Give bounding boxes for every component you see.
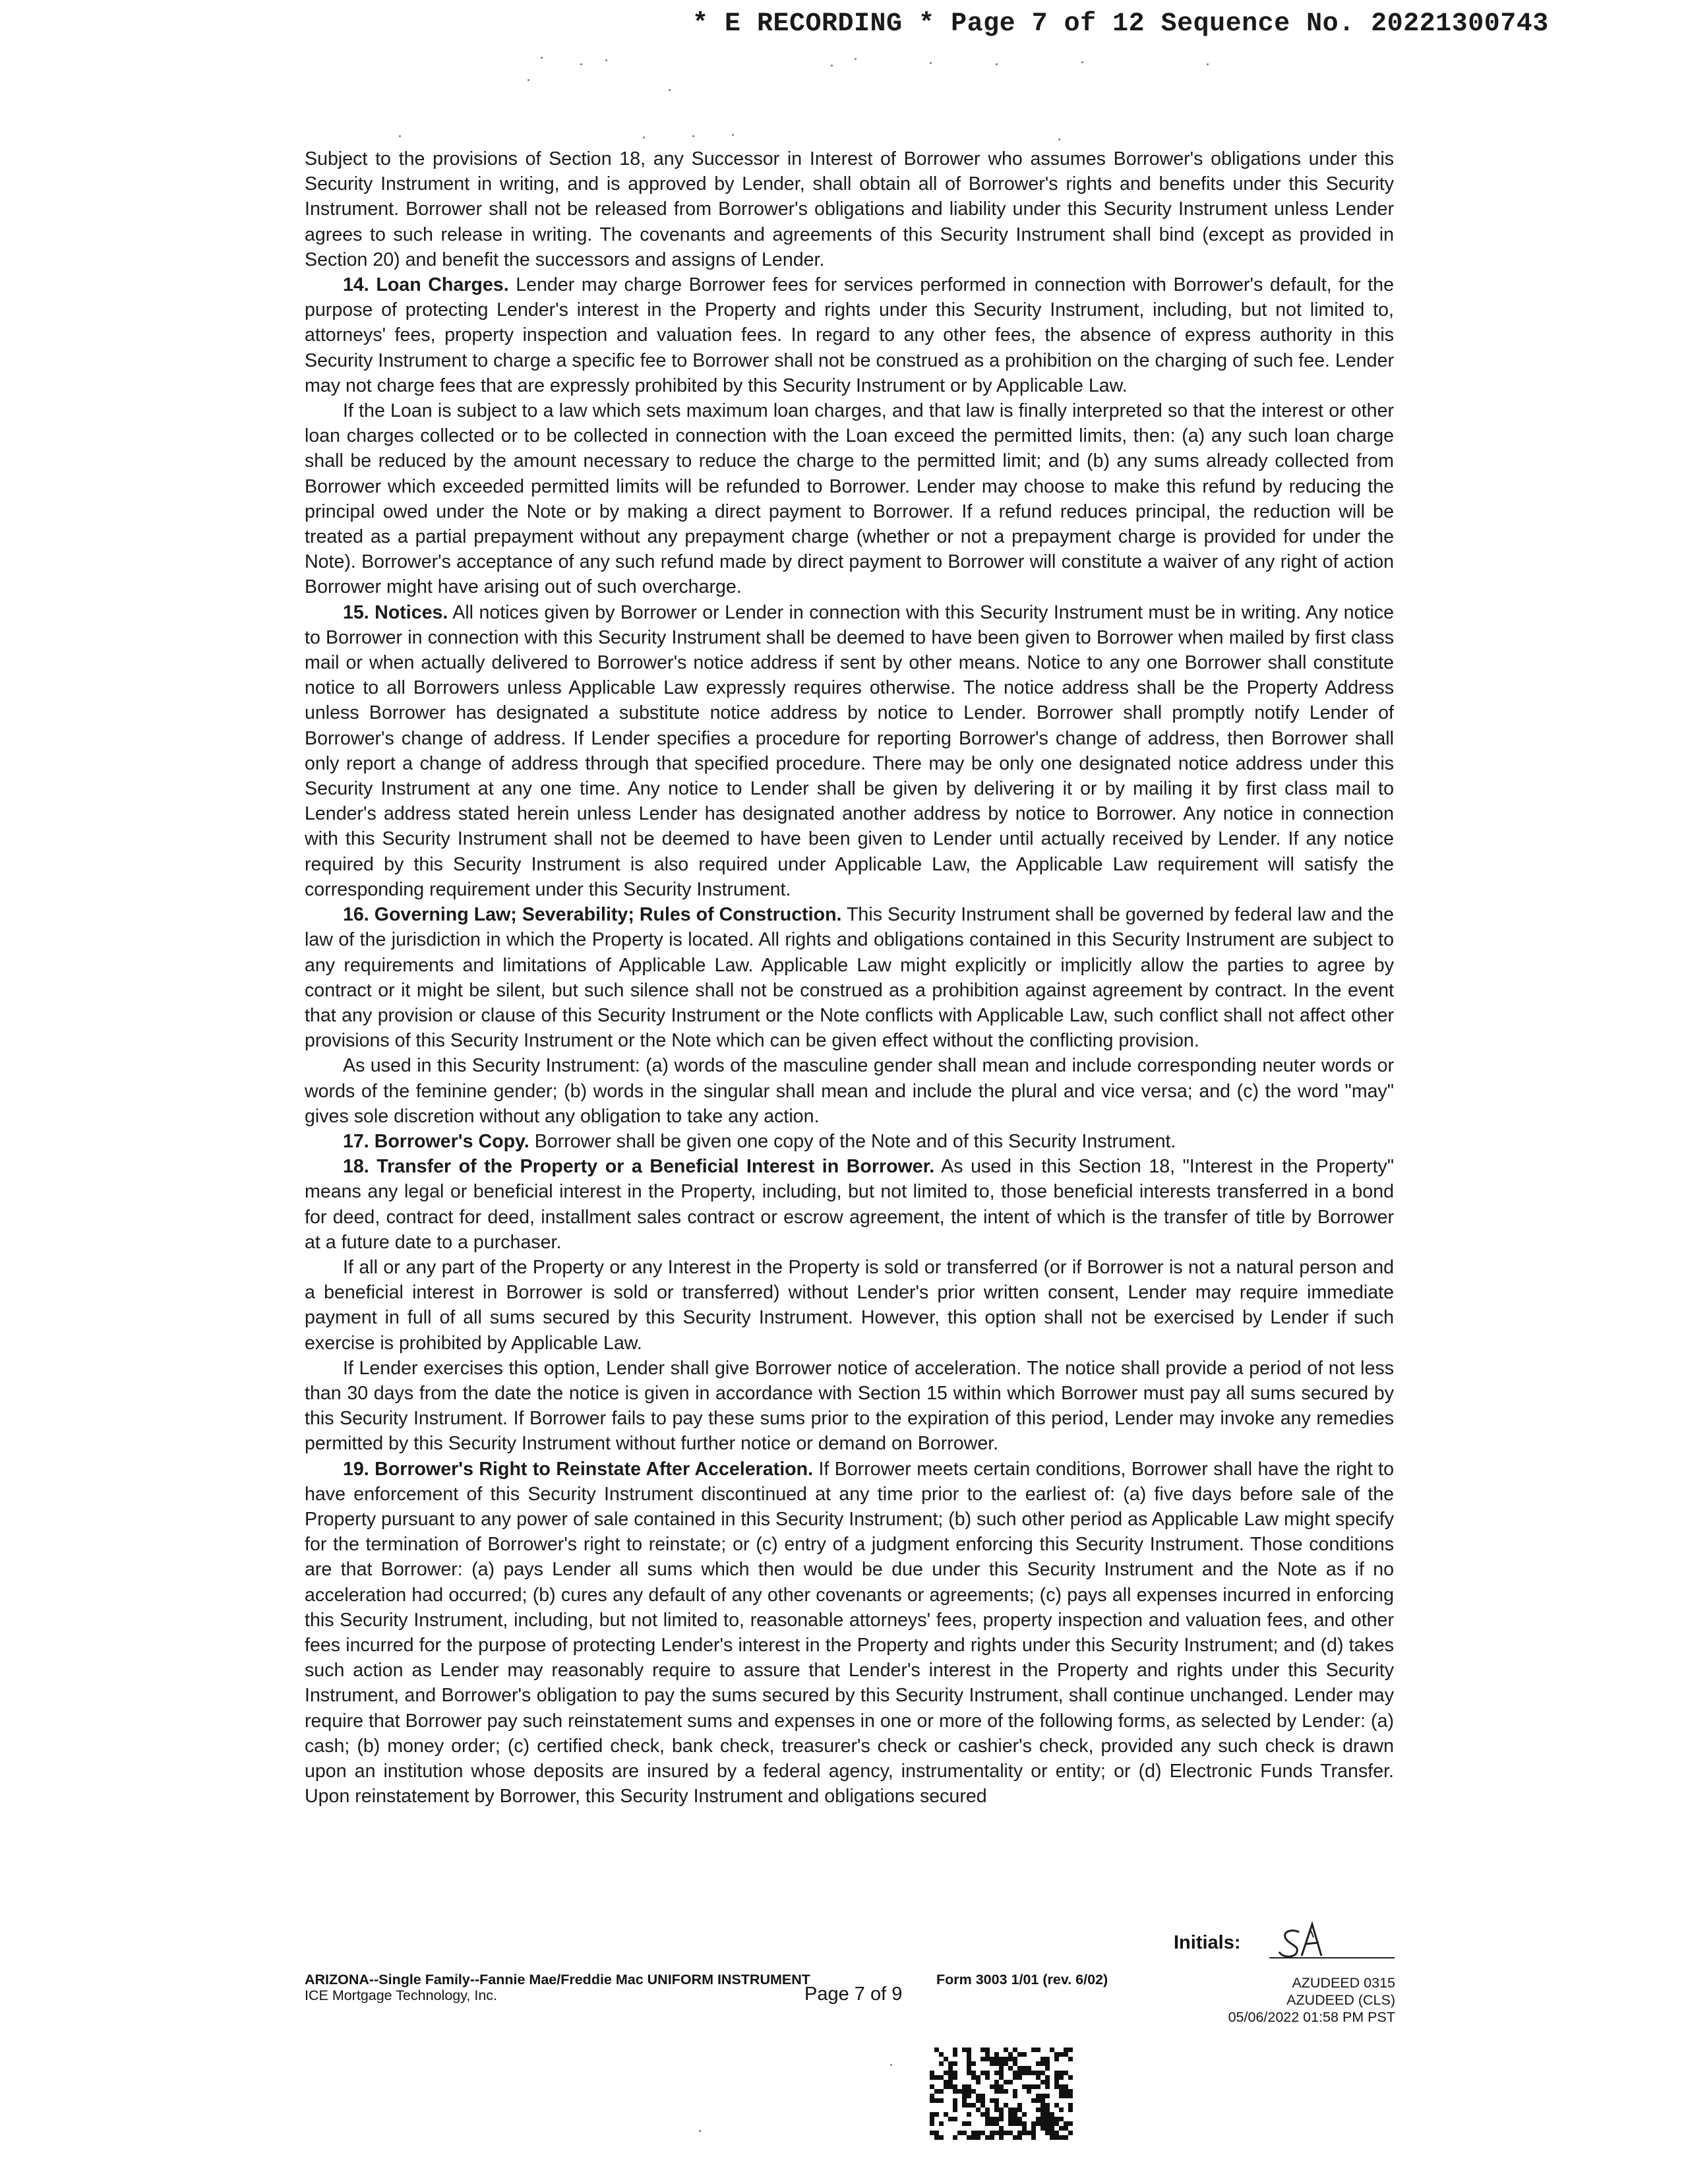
footer-doc-code: AZUDEED 0315 [1292, 1975, 1395, 1991]
paragraph-loan-limits [305, 398, 1394, 600]
footer-doc-codes [1228, 1974, 1395, 2026]
initials-label: Initials: [1174, 1932, 1241, 1953]
footer-form-number: Form 3003 1/01 (rev. 6/02) [936, 1972, 1108, 1987]
section-heading: 14. Loan Charges. [343, 274, 509, 296]
paragraph-17-borrowers-copy [305, 1129, 1394, 1154]
section-heading: 16. Governing Law; Severability; Rules of Construction. [343, 904, 842, 926]
paragraph-acceleration-notice [305, 1356, 1394, 1457]
paragraph-16-governing-law [305, 902, 1394, 1053]
paragraph-text: Borrower shall be given one copy of the Note and of this Security Instrument. [534, 1130, 1176, 1152]
section-heading: 19. Borrower's Right to Reinstate After Acceleration. [343, 1458, 814, 1480]
paragraph-text: As used in this Security Instrument: (a) words of the masculine gender shall mean and include corresponding neuter words or words of the feminine gender; (b) words in the singular shall mean and include the plural and vice versa; and (c) the word "may" gives sole discretion without any obligation to take any action. [305, 1055, 1394, 1127]
2d-barcode [930, 2048, 1076, 2144]
paragraph-text: If the Loan is subject to a law which sets maximum loan charges, and that law is finally interpreted so that the interest or other loan charges collected or to be collected in connection with the Loan exceed the permitted limits, then: (a) any such loan charge shall be reduced by the amount necessary to reduce the charge to the permitted limit; and (b) any sums already collected from Borrower which exceeded permitted limits will be refunded to Borrower. Lender may choose to make this refund by reducing the principal owed under the Note or by making a direct payment to Borrower. If a refund reduces principal, the reduction will be treated as a partial prepayment without any prepayment charge (whether or not a prepayment charge is provided for under the Note). Borrower's acceptance of any such refund made by direct payment to Borrower will constitute a waiver of any right of action Borrower might have arising out of such overcharge. [305, 400, 1394, 598]
paragraph-text: All notices given by Borrower or Lender in connection with this Security Instrument must be in writing. Any notice to Borrower in connection with this Security Instrument shall be deemed to have been given to Borrower when mailed by first class mail or when actually delivered to Borrower's notice address if sent by other means. Notice to any one Borrower shall constitute notice to all Borrowers unless Applicable Law expressly requires otherwise. The notice address shall be the Property Address unless Borrower has designated a substitute notice address by notice to Lender. Borrower shall promptly notify Lender of Borrower's change of address. If Lender specifies a procedure for reporting Borrower's change of address, then Borrower shall only report a change of address through that specified procedure. There may be only one designated notice address under this Security Instrument at any one time. Any notice to Lender shall be given by delivering it or by mailing it by first class mail to Lender's address stated herein unless Lender has designated another address by notice to Borrower. Any notice in connection with this Security Instrument shall not be deemed to have been given to Lender until actually received by Lender. If any notice required by this Security Instrument is also required under Applicable Law, the Applicable Law requirement will satisfy the corresponding requirement under this Security Instrument. [305, 601, 1394, 900]
paragraph-gender-usage [305, 1053, 1394, 1129]
recording-stamp: * E RECORDING * Page 7 of 12 Sequence No. 20221300743 [692, 9, 1549, 39]
paragraph-text: If Lender exercises this option, Lender shall give Borrower notice of acceleration. The notice shall provide a period of not less than 30 days from the date the notice is given in accordance with Section 15 within which Borrower must pay all sums secured by this Security Instrument. If Borrower fails to pay these sums prior to the expiration of this period, Lender may invoke any remedies permitted by this Security Instrument without further notice or demand on Borrower. [305, 1357, 1394, 1455]
footer-doc-code: AZUDEED (CLS) [1286, 1992, 1395, 2008]
initials-line [1269, 1957, 1395, 1958]
paragraph-18-transfer [305, 1154, 1394, 1255]
paragraph-transfer-consent [305, 1255, 1394, 1356]
section-heading: 15. Notices. [343, 601, 448, 623]
paragraph-14-loan-charges [305, 272, 1394, 398]
paragraph-text: Lender may charge Borrower fees for services performed in connection with Borrower's default, for the purpose of protecting Lender's interest in the Property and rights under this Security Instrument, including, but not limited to, attorneys' fees, property inspection and valuation fees. In regard to any other fees, the absence of express authority in this Security Instrument to charge a specific fee to Borrower shall not be construed as a prohibition on the charging of such fee. Lender may not charge fees that are expressly prohibited by this Security Instrument or by Applicable Law. [305, 274, 1394, 396]
paragraph-text: If all or any part of the Property or any Interest in the Property is sold or transferred (or if Borrower is not a natural person and a beneficial interest in Borrower is sold or transferred) without Lender's prior written consent, Lender may require immediate payment in full of all sums secured by this Security Instrument. However, this option shall not be exercised by Lender if such exercise is prohibited by Applicable Law. [305, 1256, 1394, 1354]
section-heading: 18. Transfer of the Property or a Beneficial Interest in Borrower. [343, 1156, 935, 1178]
footer-form-title: ARIZONA--Single Family--Fannie Mae/Freddie Mac UNIFORM INSTRUMENT [305, 1972, 810, 1987]
document-body [305, 146, 1394, 1809]
footer-timestamp: 05/06/2022 01:58 PM PST [1228, 2009, 1395, 2025]
paragraph-19-reinstate [305, 1457, 1394, 1809]
paragraph-successor [305, 146, 1394, 272]
paragraph-text: This Security Instrument shall be governed by federal law and the law of the jurisdiction in which the Property is located. All rights and obligations contained in this Security Instrument are subject to any requirements and limitations of Applicable Law. Applicable Law might explicitly or implicitly allow the parties to agree by contract or it might be silent, but such silence shall not be construed as a prohibition against agreement by contract. In the event that any provision or clause of this Security Instrument or the Note conflicts with Applicable Law, such conflict shall not affect other provisions of this Security Instrument or the Note which can be given effect without the conflicting provision. [305, 904, 1394, 1052]
paragraph-text: Subject to the provisions of Section 18, any Successor in Interest of Borrower who assumes Borrower's obligations under this Security Instrument in writing, and is approved by Lender, shall obtain all of Borrower's rights and benefits under this Security Instrument. Borrower shall not be released from Borrower's obligations and liability under this Security Instrument unless Lender agrees to such release in writing. The covenants and agreements of this Security Instrument shall bind (except as provided in Section 20) and benefit the successors and assigns of Lender. [305, 148, 1394, 270]
footer-page-number: Page 7 of 9 [804, 1984, 903, 2005]
section-heading: 17. Borrower's Copy. [343, 1130, 529, 1152]
paragraph-text: As used in this Section 18, "Interest in the Property" means any legal or beneficial interest in the Property, including, but not limited to, those beneficial interests transferred in a bond for deed, contract for deed, installment sales contract or escrow agreement, the intent of which is the transfer of title by Borrower at a future date to a purchaser. [305, 1156, 1394, 1253]
paragraph-15-notices [305, 600, 1394, 902]
footer-vendor: ICE Mortgage Technology, Inc. [305, 1987, 498, 2003]
paragraph-text: If Borrower meets certain conditions, Borrower shall have the right to have enforcement of this Security Instrument discontinued at any time prior to the earliest of: (a) five days before sale of the Property pursuant to any power of sale contained in this Security Instrument; (b) such other period as Applicable Law might specify for the termination of Borrower's right to reinstate; or (c) entry of a judgment enforcing this Security Instrument. Those conditions are that Borrower: (a) pays Lender all sums which then would be due under this Security Instrument and the Note as if no acceleration had occurred; (b) cures any default of any other covenants or agreements; (c) pays all expenses incurred in enforcing this Security Instrument, including, but not limited to, reasonable attorneys' fees, property inspection and valuation fees, and other fees incurred for the purpose of protecting Lender's interest in the Property and rights under this Security Instrument; and (d) takes such action as Lender may reasonably require to assure that Lender's interest in the Property and rights under this Security Instrument, and Borrower's obligation to pay the sums secured by this Security Instrument, shall continue unchanged. Lender may require that Borrower pay such reinstatement sums and expenses in one or more of the following forms, as selected by Lender: (a) cash; (b) money order; (c) certified check, bank check, treasurer's check or cashier's check, provided any such check is drawn upon an institution whose deposits are insured by a federal agency, instrumentality or entity; or (d) Electronic Funds Transfer. Upon reinstatement by Borrower, this Security Instrument and obligations secured [305, 1458, 1394, 1807]
